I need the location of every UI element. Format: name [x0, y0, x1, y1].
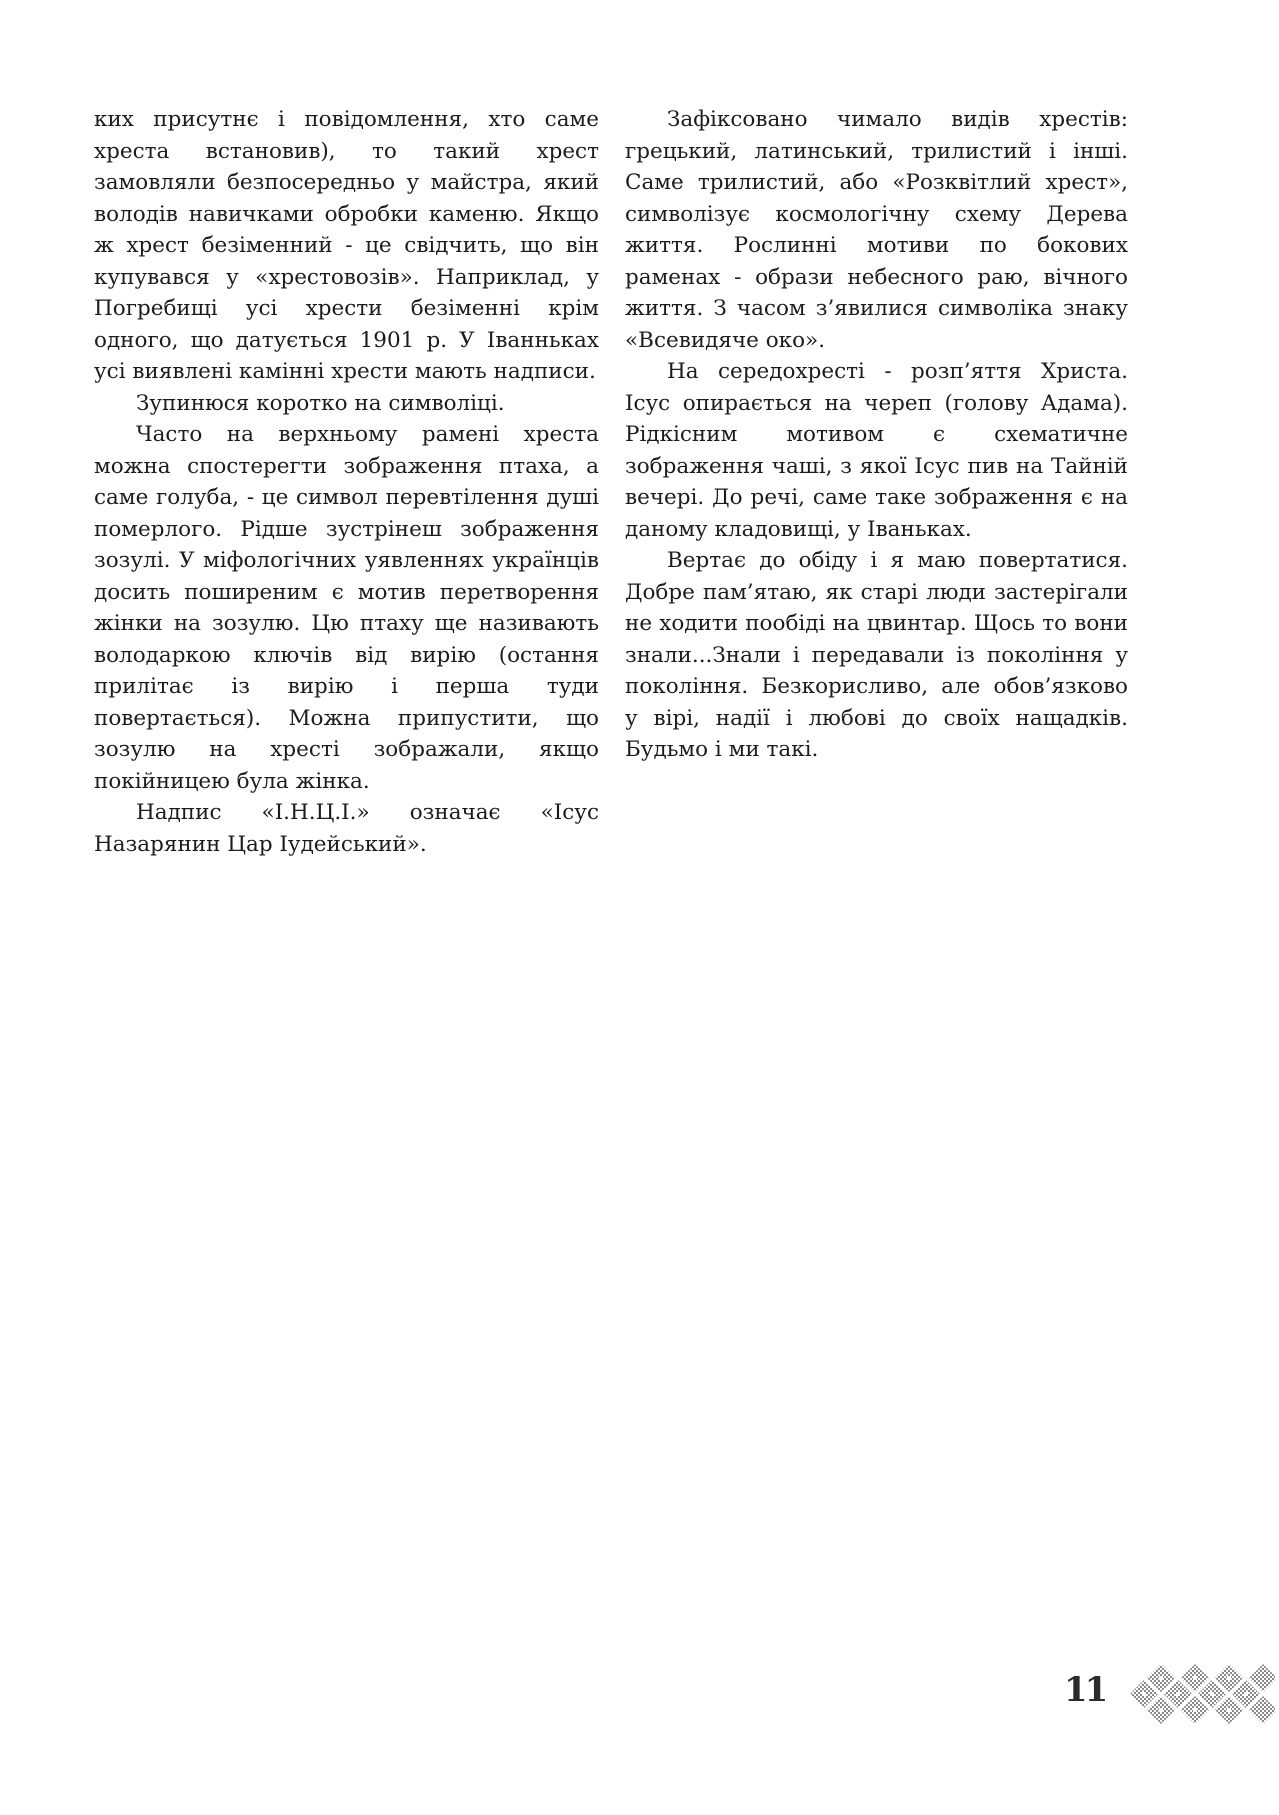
paragraph: Зупинюся коротко на символіці. — [136, 390, 505, 416]
page-number: 11 — [1064, 1670, 1106, 1710]
paragraph: На середохресті - розп’яття Христа. Ісус опирається на череп (голову Адама). Рідкісним мотивом є схематичне зображення чаші, з якої Ісус пив на Тайній вечері. До речі, саме таке зображення є на даному кладовищі, у Іваньках. — [625, 359, 1128, 542]
paragraph: Зафіксовано чимало видів хрестів: грецький, латинський, трилистий і інші. Саме трилистий, або «Розквітлий хрест», символізує космологічну схему Дерева життя. Рослинні мотиви по бокових раменах - образи небесного раю, вічного життя. З часом з’явилися символіка знаку «Всевидяче око». — [625, 107, 1128, 353]
embroidery-ornament-icon — [1130, 1664, 1275, 1724]
right-text-column — [625, 104, 1128, 766]
paragraph: ких присутнє і повідомлення, хто саме хреста встановив), то такий хрест замовляли безпосередньо у майстра, який володів навичками обробки каменю. Якщо ж хрест безіменний - це свідчить, що він купувався у «хрестовозів». Наприклад, у Погребищі усі хрести безіменні крім одного, що датується 1901 р. У Іванньках усі виявлені камінні хрести мають надписи. — [94, 107, 599, 384]
paragraph: Надпис «І.Н.Ц.І.» означає «Ісус Назарянин Цар Іудейський». — [94, 800, 599, 857]
left-text-column — [94, 104, 599, 860]
paragraph: Часто на верхньому рамені хреста можна спостерегти зображення птаха, а саме голуба, - це символ перевтілення душі померлого. Рідше зустрінеш зображення зозулі. У міфологічних уявленнях українців досить поширеним є мотив перетворення жінки на зозулю. Цю птаху ще називають володаркою ключів від вирію (остання прилітає із вирію і перша туди повертається). Можна припустити, що зозулю на хресті зображали, якщо покійницею була жінка. — [94, 422, 599, 794]
paragraph: Вертає до обіду і я маю повертатися. Добре пам’ятаю, як старі люди застерігали не ходити пообіді на цвинтар. Щось то вони знали...Знали і передавали із покоління у покоління. Безкорисливо, але обов’язково у вірі, надії і любові до своїх нащадків. Будьмо і ми такі. — [625, 548, 1128, 762]
